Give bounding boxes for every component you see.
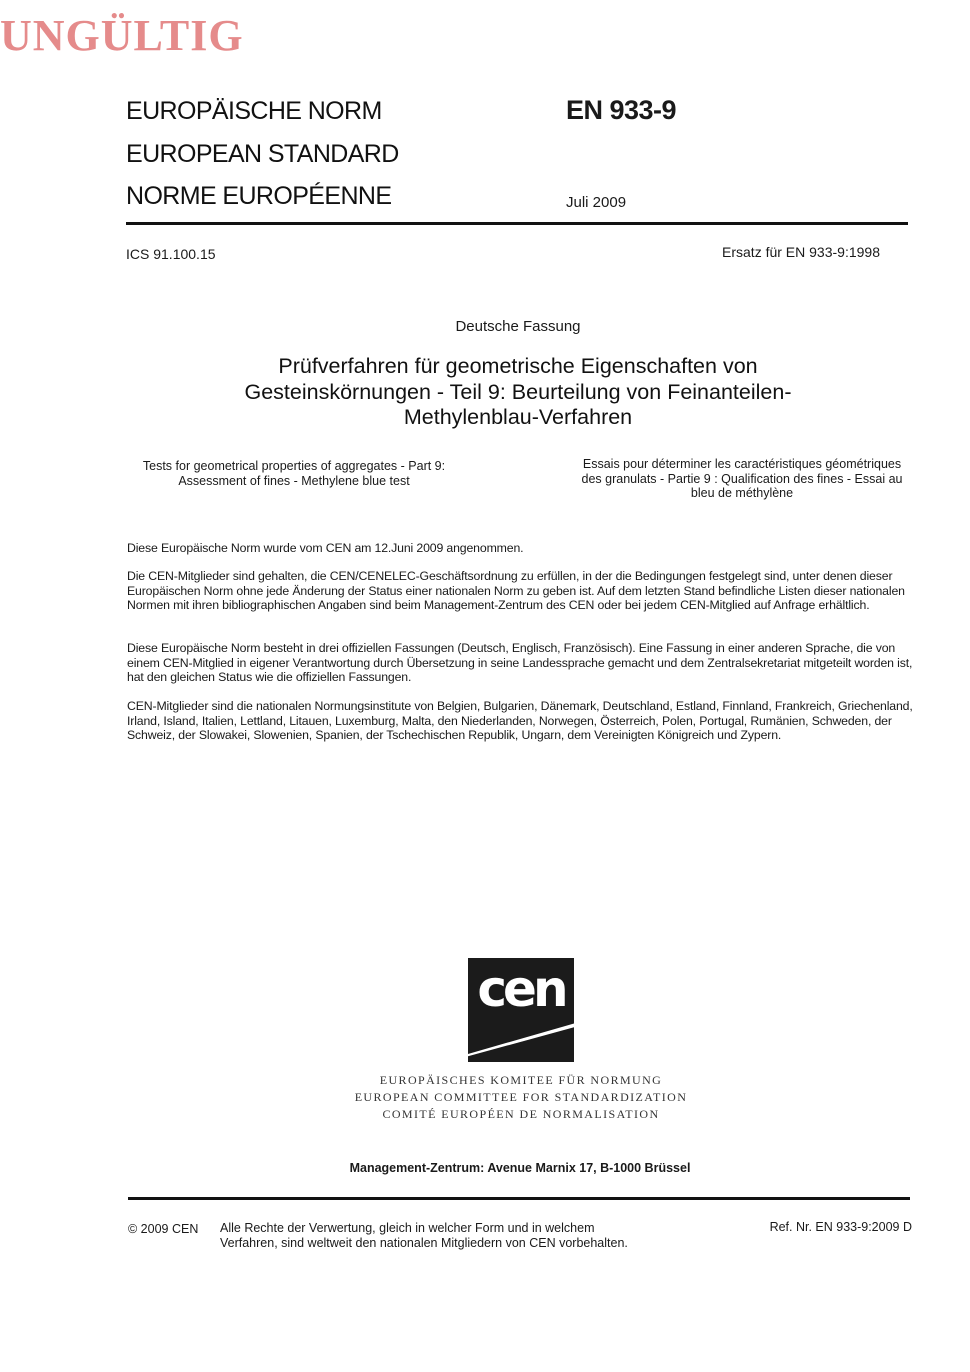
- french-title-line: bleu de méthylène: [690, 486, 794, 500]
- org-name-fr: COMITÉ EUROPÉEN DE NORMALISATION: [382, 1107, 660, 1121]
- title-line: Prüfverfahren für geometrische Eigenschaften von: [278, 354, 758, 378]
- footer-rule: [128, 1197, 910, 1200]
- norm-type-de: EUROPÄISCHE NORM: [126, 97, 382, 125]
- versions-paragraph: Diese Europäische Norm besteht in drei offiziellen Fassungen (Deutsch, Englisch, Französisch). Eine Fassung in einer anderen Sprache, die von einem CEN-Mitglied in eigener Verantwortung durch Übersetzung in seine Landessprache gemacht und dem Zentralsekretariat mitgeteilt worden ist, hat den gleichen Status wie die offiziellen Fassungen.: [127, 641, 913, 685]
- reference-number: Ref. Nr. EN 933-9:2009 D: [769, 1220, 912, 1234]
- cen-logo-graphic: [468, 958, 574, 1062]
- cen-logo: [468, 958, 574, 1062]
- org-name-de: EUROPÄISCHES KOMITEE FÜR NORMUNG: [379, 1073, 663, 1087]
- title-line: Methylenblau-Verfahren: [403, 405, 633, 429]
- rights-notice: [220, 1221, 660, 1250]
- replaces-note: Ersatz für EN 933-9:1998: [722, 244, 880, 260]
- header-rule: [126, 222, 908, 225]
- rights-line: Verfahren, sind weltweit den nationalen Mitgliedern von CEN vorbehalten.: [220, 1235, 628, 1250]
- french-title: [572, 457, 912, 501]
- obligations-paragraph: Die CEN-Mitglieder sind gehalten, die CEN/CENELEC-Geschäftsordnung zu erfüllen, in der die Bedingungen festgelegt sind, unter denen dieser Europäischen Norm ohne jede Änderung der Status einer nationalen Norm zu geben ist. Auf dem letzten Stand befindliche Listen dieser nationalen Normen mit ihren bibliographischen Angaben sind beim Management-Zentrum des CEN oder bei jedem CEN-Mitglied auf Anfrage erhältlich.: [127, 569, 905, 613]
- standard-number: EN 933-9: [566, 95, 677, 125]
- copyright: © 2009 CEN: [128, 1222, 199, 1236]
- organization-names: [300, 1072, 742, 1123]
- norm-type-fr: NORME EUROPÉENNE: [126, 182, 392, 210]
- english-title-line: Assessment of fines - Methylene blue test: [178, 474, 410, 488]
- french-title-line: des granulats - Partie 9 : Qualification des fines - Essai au: [581, 471, 903, 486]
- invalid-stamp: UNGÜLTIG: [0, 11, 244, 60]
- norm-type-en: EUROPEAN STANDARD: [126, 140, 399, 168]
- org-name-en: EUROPEAN COMMITTEE FOR STANDARDIZATION: [354, 1090, 688, 1104]
- english-title-line: Tests for geometrical properties of aggregates - Part 9:: [142, 459, 446, 473]
- title-line: Gesteinskörnungen - Teil 9: Beurteilung von Feinanteilen-: [244, 379, 792, 404]
- french-title-line: Essais pour déterminer les caractéristiques géométriques: [582, 457, 902, 471]
- rights-line: Alle Rechte der Verwertung, gleich in welcher Form und in welchem: [220, 1221, 595, 1235]
- version-label: Deutsche Fassung: [455, 318, 581, 335]
- publication-date: Juli 2009: [566, 194, 627, 211]
- cen-logo-text: cen: [477, 960, 565, 1018]
- members-paragraph: CEN-Mitglieder sind die nationalen Normungsinstitute von Belgien, Bulgarien, Dänemark, Deutschland, Estland, Finnland, Frankreich, Griechenland, Irland, Island, Italien, Lettland, Litauen, Luxemburg, Malta, den Niederlanden, Norwegen, Österreich, Polen, Portugal, Rumänien, Schweden, der Schweiz, der Slowakei, Slowenien, Spanien, der Tschechischen Republik, Ungarn, dem Vereinigten Königreich und Zypern.: [127, 699, 913, 743]
- document-title: [218, 354, 818, 431]
- ics-code: ICS 91.100.15: [126, 246, 216, 262]
- management-centre: Management-Zentrum: Avenue Marnix 17, B-1000 Brüssel: [349, 1161, 691, 1175]
- adoption-paragraph: Diese Europäische Norm wurde vom CEN am 12.Juni 2009 angenommen.: [127, 541, 524, 555]
- english-title: [126, 459, 462, 489]
